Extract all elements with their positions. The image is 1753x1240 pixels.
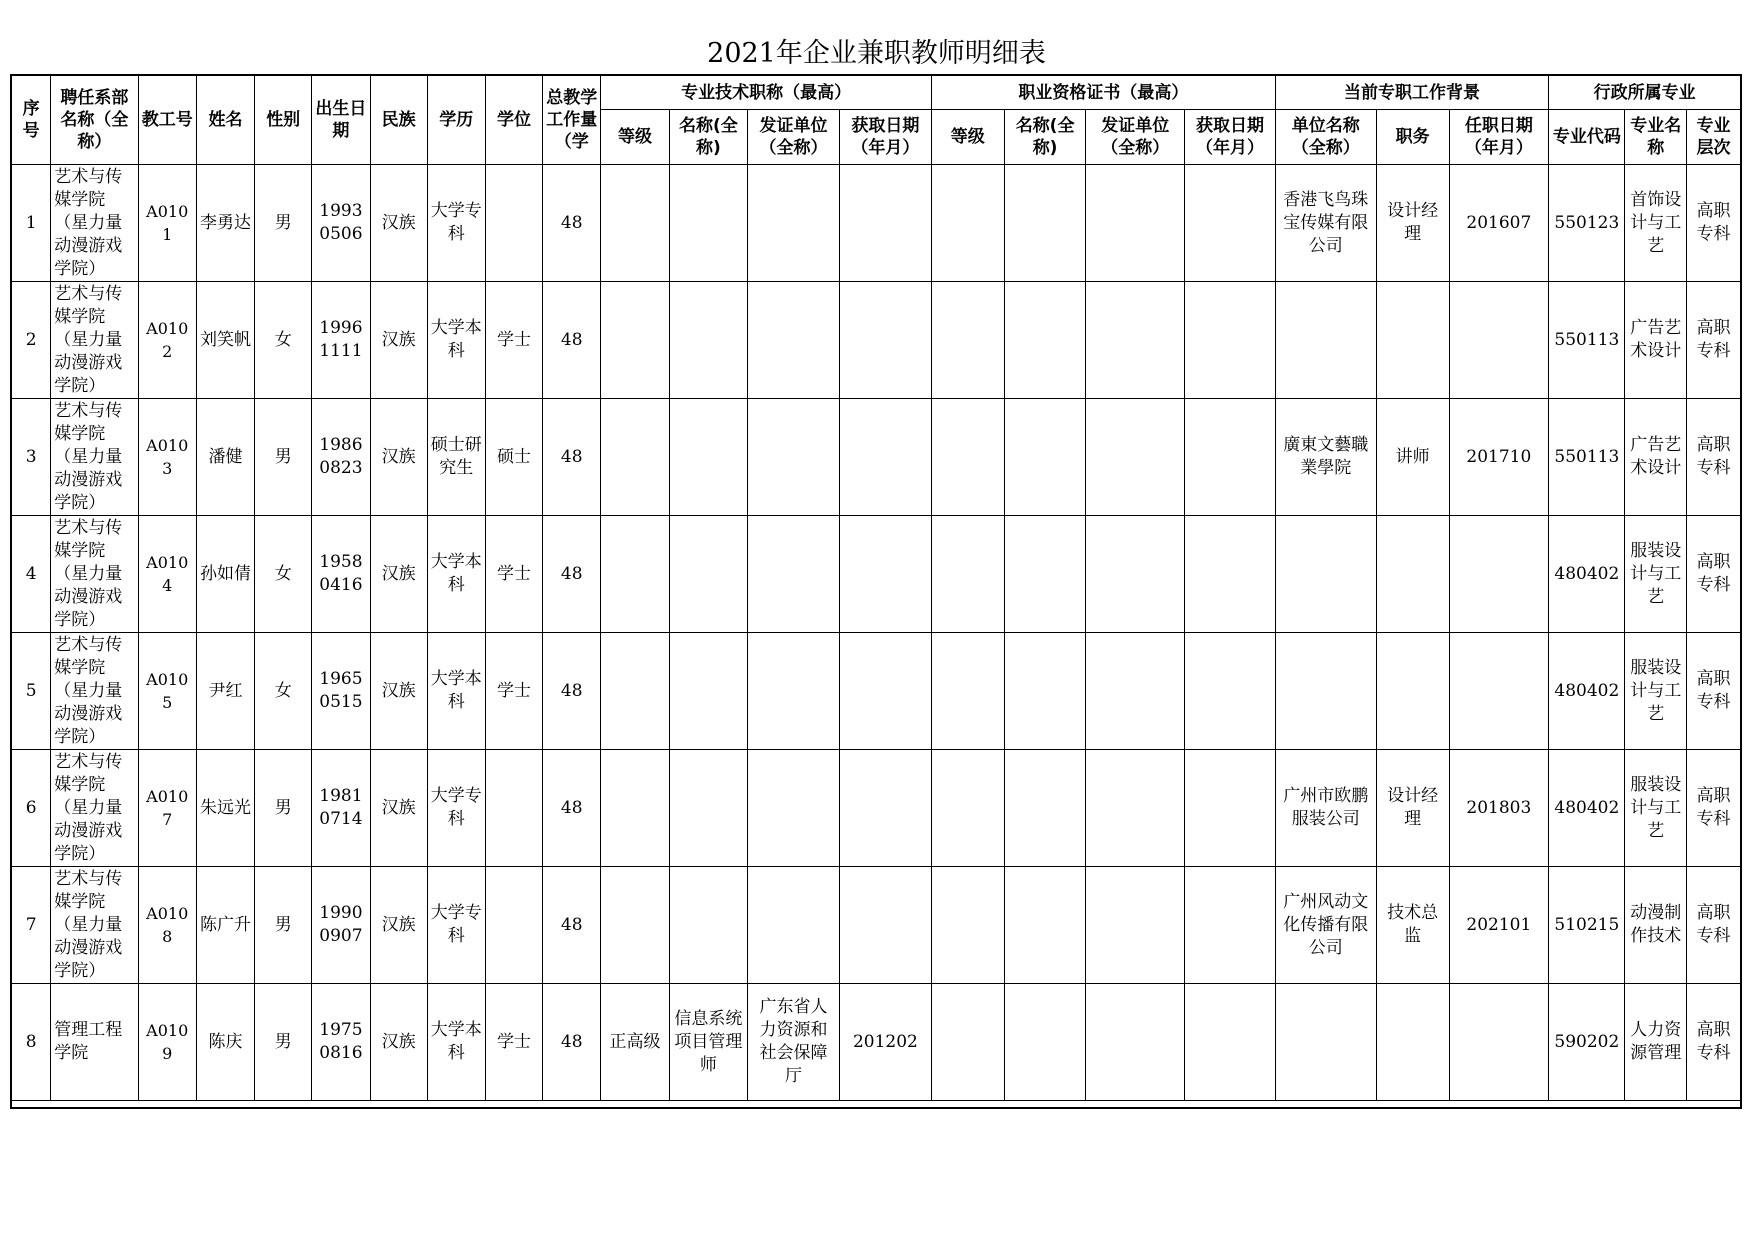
cell-education: 大学专科: [427, 867, 485, 984]
cell-staff-no: A0102: [138, 282, 196, 399]
cell-cert-issuer: [1086, 516, 1185, 633]
cell-title-level: [601, 399, 669, 516]
cell-name: 刘笑帆: [196, 282, 254, 399]
cell-title-issuer: [748, 750, 840, 867]
cell-major-code: 590202: [1549, 984, 1625, 1101]
header-group-major: 行政所属专业: [1549, 76, 1741, 110]
header-major-level: 专业层次: [1687, 110, 1741, 165]
cell-major-level: 高职专科: [1687, 516, 1741, 633]
table-row: [12, 984, 1741, 1101]
cell-degree: 学士: [485, 282, 542, 399]
table-row: [12, 633, 1741, 750]
cell-cert-level: [931, 165, 1004, 282]
header-title-name: 名称(全称): [669, 110, 747, 165]
cell-title-level: [601, 867, 669, 984]
cell-cert-issuer: [1086, 399, 1185, 516]
cell-dept: 艺术与传媒学院（星力量动漫游戏学院）: [51, 282, 138, 399]
cell-work-date: 202101: [1449, 867, 1549, 984]
cell-title-issuer: [748, 867, 840, 984]
cell-name: 潘健: [196, 399, 254, 516]
cell-work-post: 设计经理: [1376, 750, 1449, 867]
cell-ethnicity: 汉族: [370, 399, 427, 516]
cell-title-name: [669, 633, 747, 750]
header-degree: 学位: [485, 76, 542, 165]
cell-major-code: 510215: [1549, 867, 1625, 984]
cell-gender: 男: [255, 867, 312, 984]
cell-dept: 艺术与传媒学院（星力量动漫游戏学院）: [51, 399, 138, 516]
cell-cert-issuer: [1086, 867, 1185, 984]
cell-education: 大学本科: [427, 984, 485, 1101]
cell-seq: 4: [12, 516, 51, 633]
cell-work-unit: [1275, 282, 1376, 399]
cell-name: 朱远光: [196, 750, 254, 867]
cell-work-date: [1449, 633, 1549, 750]
header-cert-issuer: 发证单位（全称）: [1086, 110, 1185, 165]
cell-work-post: 技术总监: [1376, 867, 1449, 984]
cell-work-unit: 廣東文藝職業學院: [1275, 399, 1376, 516]
cell-major-code: 480402: [1549, 633, 1625, 750]
header-ethnicity: 民族: [370, 76, 427, 165]
header-major-name: 专业名称: [1625, 110, 1687, 165]
cell-work-unit: 广州市欧鹏服装公司: [1275, 750, 1376, 867]
cell-dept: 管理工程学院: [51, 984, 138, 1101]
cell-ethnicity: 汉族: [370, 282, 427, 399]
cell-title-name: [669, 282, 747, 399]
cell-seq: 1: [12, 165, 51, 282]
cell-staff-no: A0108: [138, 867, 196, 984]
cell-major-code: 550113: [1549, 282, 1625, 399]
cell-birth: 19930506: [312, 165, 370, 282]
header-work-unit: 单位名称（全称）: [1275, 110, 1376, 165]
cell-work-date: 201710: [1449, 399, 1549, 516]
header-work-date: 任职日期（年月）: [1449, 110, 1549, 165]
cell-major-level: 高职专科: [1687, 633, 1741, 750]
cell-work-date: 201803: [1449, 750, 1549, 867]
cell-name: 陈庆: [196, 984, 254, 1101]
header-group-cert: 职业资格证书（最高）: [931, 76, 1275, 110]
cell-major-name: 广告艺术设计: [1625, 282, 1687, 399]
cell-gender: 女: [255, 282, 312, 399]
cell-cert-level: [931, 633, 1004, 750]
table-row: [12, 282, 1741, 399]
cell-ethnicity: 汉族: [370, 516, 427, 633]
cell-ethnicity: 汉族: [370, 633, 427, 750]
cell-major-name: 动漫制作技术: [1625, 867, 1687, 984]
cell-seq: 6: [12, 750, 51, 867]
cell-cert-name: [1004, 516, 1086, 633]
cell-education: 硕士研究生: [427, 399, 485, 516]
cell-work-post: [1376, 282, 1449, 399]
cell-birth: 19580416: [312, 516, 370, 633]
cell-cert-date: [1185, 165, 1276, 282]
cell-major-code: 550113: [1549, 399, 1625, 516]
cell-work-post: [1376, 984, 1449, 1101]
cell-work-date: 201607: [1449, 165, 1549, 282]
cell-workload: 48: [543, 165, 601, 282]
cell-cert-name: [1004, 399, 1086, 516]
cell-cert-date: [1185, 633, 1276, 750]
cell-birth: 19860823: [312, 399, 370, 516]
cell-name: 尹红: [196, 633, 254, 750]
cell-title-issuer: [748, 282, 840, 399]
cell-work-date: [1449, 516, 1549, 633]
cell-staff-no: A0101: [138, 165, 196, 282]
cell-cert-date: [1185, 867, 1276, 984]
cell-title-name: [669, 750, 747, 867]
cell-title-issuer: [748, 165, 840, 282]
cell-gender: 男: [255, 750, 312, 867]
cell-work-unit: [1275, 516, 1376, 633]
cell-ethnicity: 汉族: [370, 750, 427, 867]
cell-title-name: [669, 399, 747, 516]
cell-major-level: 高职专科: [1687, 165, 1741, 282]
cell-degree: [485, 867, 542, 984]
cell-education: 大学专科: [427, 750, 485, 867]
teacher-detail-table: [11, 75, 1741, 1101]
cell-cert-date: [1185, 984, 1276, 1101]
cell-staff-no: A0104: [138, 516, 196, 633]
cell-birth: 19650515: [312, 633, 370, 750]
cell-gender: 女: [255, 516, 312, 633]
header-cert-level: 等级: [931, 110, 1004, 165]
header-education: 学历: [427, 76, 485, 165]
cell-staff-no: A0103: [138, 399, 196, 516]
cell-cert-issuer: [1086, 750, 1185, 867]
cell-workload: 48: [543, 750, 601, 867]
cell-gender: 男: [255, 165, 312, 282]
cell-major-name: 服装设计与工艺: [1625, 516, 1687, 633]
cell-education: 大学本科: [427, 633, 485, 750]
header-seq: 序号: [12, 76, 51, 165]
cell-workload: 48: [543, 984, 601, 1101]
cell-cert-issuer: [1086, 282, 1185, 399]
cell-ethnicity: 汉族: [370, 165, 427, 282]
cell-staff-no: A0105: [138, 633, 196, 750]
cell-birth: 19900907: [312, 867, 370, 984]
cell-cert-name: [1004, 984, 1086, 1101]
cell-title-name: 信息系统项目管理师: [669, 984, 747, 1101]
cell-cert-level: [931, 867, 1004, 984]
header-birth: 出生日期: [312, 76, 370, 165]
cell-title-issuer: 广东省人力资源和社会保障厅: [748, 984, 840, 1101]
cell-cert-date: [1185, 750, 1276, 867]
cell-title-level: [601, 516, 669, 633]
cell-major-code: 480402: [1549, 516, 1625, 633]
table-row: [12, 750, 1741, 867]
cell-title-date: [839, 282, 931, 399]
cell-title-level: [601, 282, 669, 399]
cell-seq: 2: [12, 282, 51, 399]
cell-title-date: [839, 750, 931, 867]
cell-cert-issuer: [1086, 984, 1185, 1101]
header-group-title: 专业技术职称（最高）: [601, 76, 932, 110]
cell-workload: 48: [543, 867, 601, 984]
cell-education: 大学本科: [427, 516, 485, 633]
cell-title-level: 正高级: [601, 984, 669, 1101]
cell-birth: 19961111: [312, 282, 370, 399]
cell-major-name: 广告艺术设计: [1625, 399, 1687, 516]
cell-degree: [485, 750, 542, 867]
header-title-level: 等级: [601, 110, 669, 165]
cell-cert-level: [931, 399, 1004, 516]
cell-major-name: 首饰设计与工艺: [1625, 165, 1687, 282]
cell-dept: 艺术与传媒学院（星力量动漫游戏学院）: [51, 516, 138, 633]
cell-name: 陈广升: [196, 867, 254, 984]
cell-cert-level: [931, 282, 1004, 399]
cell-cert-date: [1185, 399, 1276, 516]
cell-gender: 男: [255, 984, 312, 1101]
cell-degree: 学士: [485, 984, 542, 1101]
cell-work-date: [1449, 282, 1549, 399]
cell-cert-level: [931, 984, 1004, 1101]
header-cert-name: 名称(全称): [1004, 110, 1086, 165]
table-row: [12, 867, 1741, 984]
header-title-date: 获取日期（年月）: [839, 110, 931, 165]
cell-title-date: [839, 633, 931, 750]
header-title-issuer: 发证单位（全称）: [748, 110, 840, 165]
cell-ethnicity: 汉族: [370, 867, 427, 984]
cell-title-date: [839, 867, 931, 984]
table-row: [12, 399, 1741, 516]
cell-title-name: [669, 516, 747, 633]
cell-seq: 7: [12, 867, 51, 984]
cell-work-unit: [1275, 633, 1376, 750]
cell-major-level: 高职专科: [1687, 867, 1741, 984]
cell-dept: 艺术与传媒学院（星力量动漫游戏学院）: [51, 165, 138, 282]
cell-major-code: 550123: [1549, 165, 1625, 282]
cell-work-date: [1449, 984, 1549, 1101]
cell-title-name: [669, 867, 747, 984]
cell-title-level: [601, 750, 669, 867]
cell-gender: 女: [255, 633, 312, 750]
cell-cert-name: [1004, 282, 1086, 399]
header-group-work: 当前专职工作背景: [1275, 76, 1548, 110]
cell-work-post: 设计经理: [1376, 165, 1449, 282]
cell-workload: 48: [543, 633, 601, 750]
cell-title-issuer: [748, 399, 840, 516]
header-dept: 聘任系部名称（全称）: [51, 76, 138, 165]
cell-seq: 3: [12, 399, 51, 516]
cell-workload: 48: [543, 399, 601, 516]
cell-cert-level: [931, 750, 1004, 867]
cell-cert-date: [1185, 516, 1276, 633]
cell-seq: 8: [12, 984, 51, 1101]
cell-dept: 艺术与传媒学院（星力量动漫游戏学院）: [51, 633, 138, 750]
cell-major-name: 服装设计与工艺: [1625, 750, 1687, 867]
cell-ethnicity: 汉族: [370, 984, 427, 1101]
cell-education: 大学本科: [427, 282, 485, 399]
cell-degree: 学士: [485, 516, 542, 633]
cell-major-level: 高职专科: [1687, 984, 1741, 1101]
cell-title-date: 201202: [839, 984, 931, 1101]
cell-workload: 48: [543, 282, 601, 399]
document-title: 2021年企业兼职教师明细表: [707, 38, 1046, 69]
cell-cert-date: [1185, 282, 1276, 399]
cell-title-date: [839, 399, 931, 516]
cell-major-name: 人力资源管理: [1625, 984, 1687, 1101]
cell-work-unit: 香港飞鸟珠宝传媒有限公司: [1275, 165, 1376, 282]
cell-title-issuer: [748, 633, 840, 750]
cell-gender: 男: [255, 399, 312, 516]
cell-dept: 艺术与传媒学院（星力量动漫游戏学院）: [51, 750, 138, 867]
header-workload: 总教学工作量（学: [543, 76, 601, 165]
cell-major-level: 高职专科: [1687, 750, 1741, 867]
cell-major-level: 高职专科: [1687, 399, 1741, 516]
cell-work-post: [1376, 633, 1449, 750]
cell-education: 大学专科: [427, 165, 485, 282]
header-name: 姓名: [196, 76, 254, 165]
cell-degree: 硕士: [485, 399, 542, 516]
cell-name: 孙如倩: [196, 516, 254, 633]
table-row: [12, 516, 1741, 633]
table-row: [12, 165, 1741, 282]
cell-staff-no: A0109: [138, 984, 196, 1101]
cell-work-unit: [1275, 984, 1376, 1101]
cell-major-name: 服装设计与工艺: [1625, 633, 1687, 750]
cell-birth: 19750816: [312, 984, 370, 1101]
cell-cert-issuer: [1086, 165, 1185, 282]
cell-cert-name: [1004, 165, 1086, 282]
header-work-post: 职务: [1376, 110, 1449, 165]
cell-degree: [485, 165, 542, 282]
cell-title-date: [839, 165, 931, 282]
cell-seq: 5: [12, 633, 51, 750]
cell-cert-issuer: [1086, 633, 1185, 750]
cell-title-name: [669, 165, 747, 282]
cell-title-level: [601, 633, 669, 750]
cell-cert-level: [931, 516, 1004, 633]
cell-major-code: 480402: [1549, 750, 1625, 867]
header-staff-no: 教工号: [138, 76, 196, 165]
cell-major-level: 高职专科: [1687, 282, 1741, 399]
cell-degree: 学士: [485, 633, 542, 750]
cell-title-issuer: [748, 516, 840, 633]
cell-name: 李勇达: [196, 165, 254, 282]
cell-work-unit: 广州风动文化传播有限公司: [1275, 867, 1376, 984]
cell-title-level: [601, 165, 669, 282]
header-gender: 性别: [255, 76, 312, 165]
cell-work-post: [1376, 516, 1449, 633]
cell-staff-no: A0107: [138, 750, 196, 867]
cell-title-date: [839, 516, 931, 633]
header-major-code: 专业代码: [1549, 110, 1625, 165]
cell-birth: 19810714: [312, 750, 370, 867]
cell-workload: 48: [543, 516, 601, 633]
cell-cert-name: [1004, 633, 1086, 750]
cell-cert-name: [1004, 867, 1086, 984]
header-cert-date: 获取日期（年月）: [1185, 110, 1276, 165]
cell-dept: 艺术与传媒学院（星力量动漫游戏学院）: [51, 867, 138, 984]
cell-cert-name: [1004, 750, 1086, 867]
cell-work-post: 讲师: [1376, 399, 1449, 516]
